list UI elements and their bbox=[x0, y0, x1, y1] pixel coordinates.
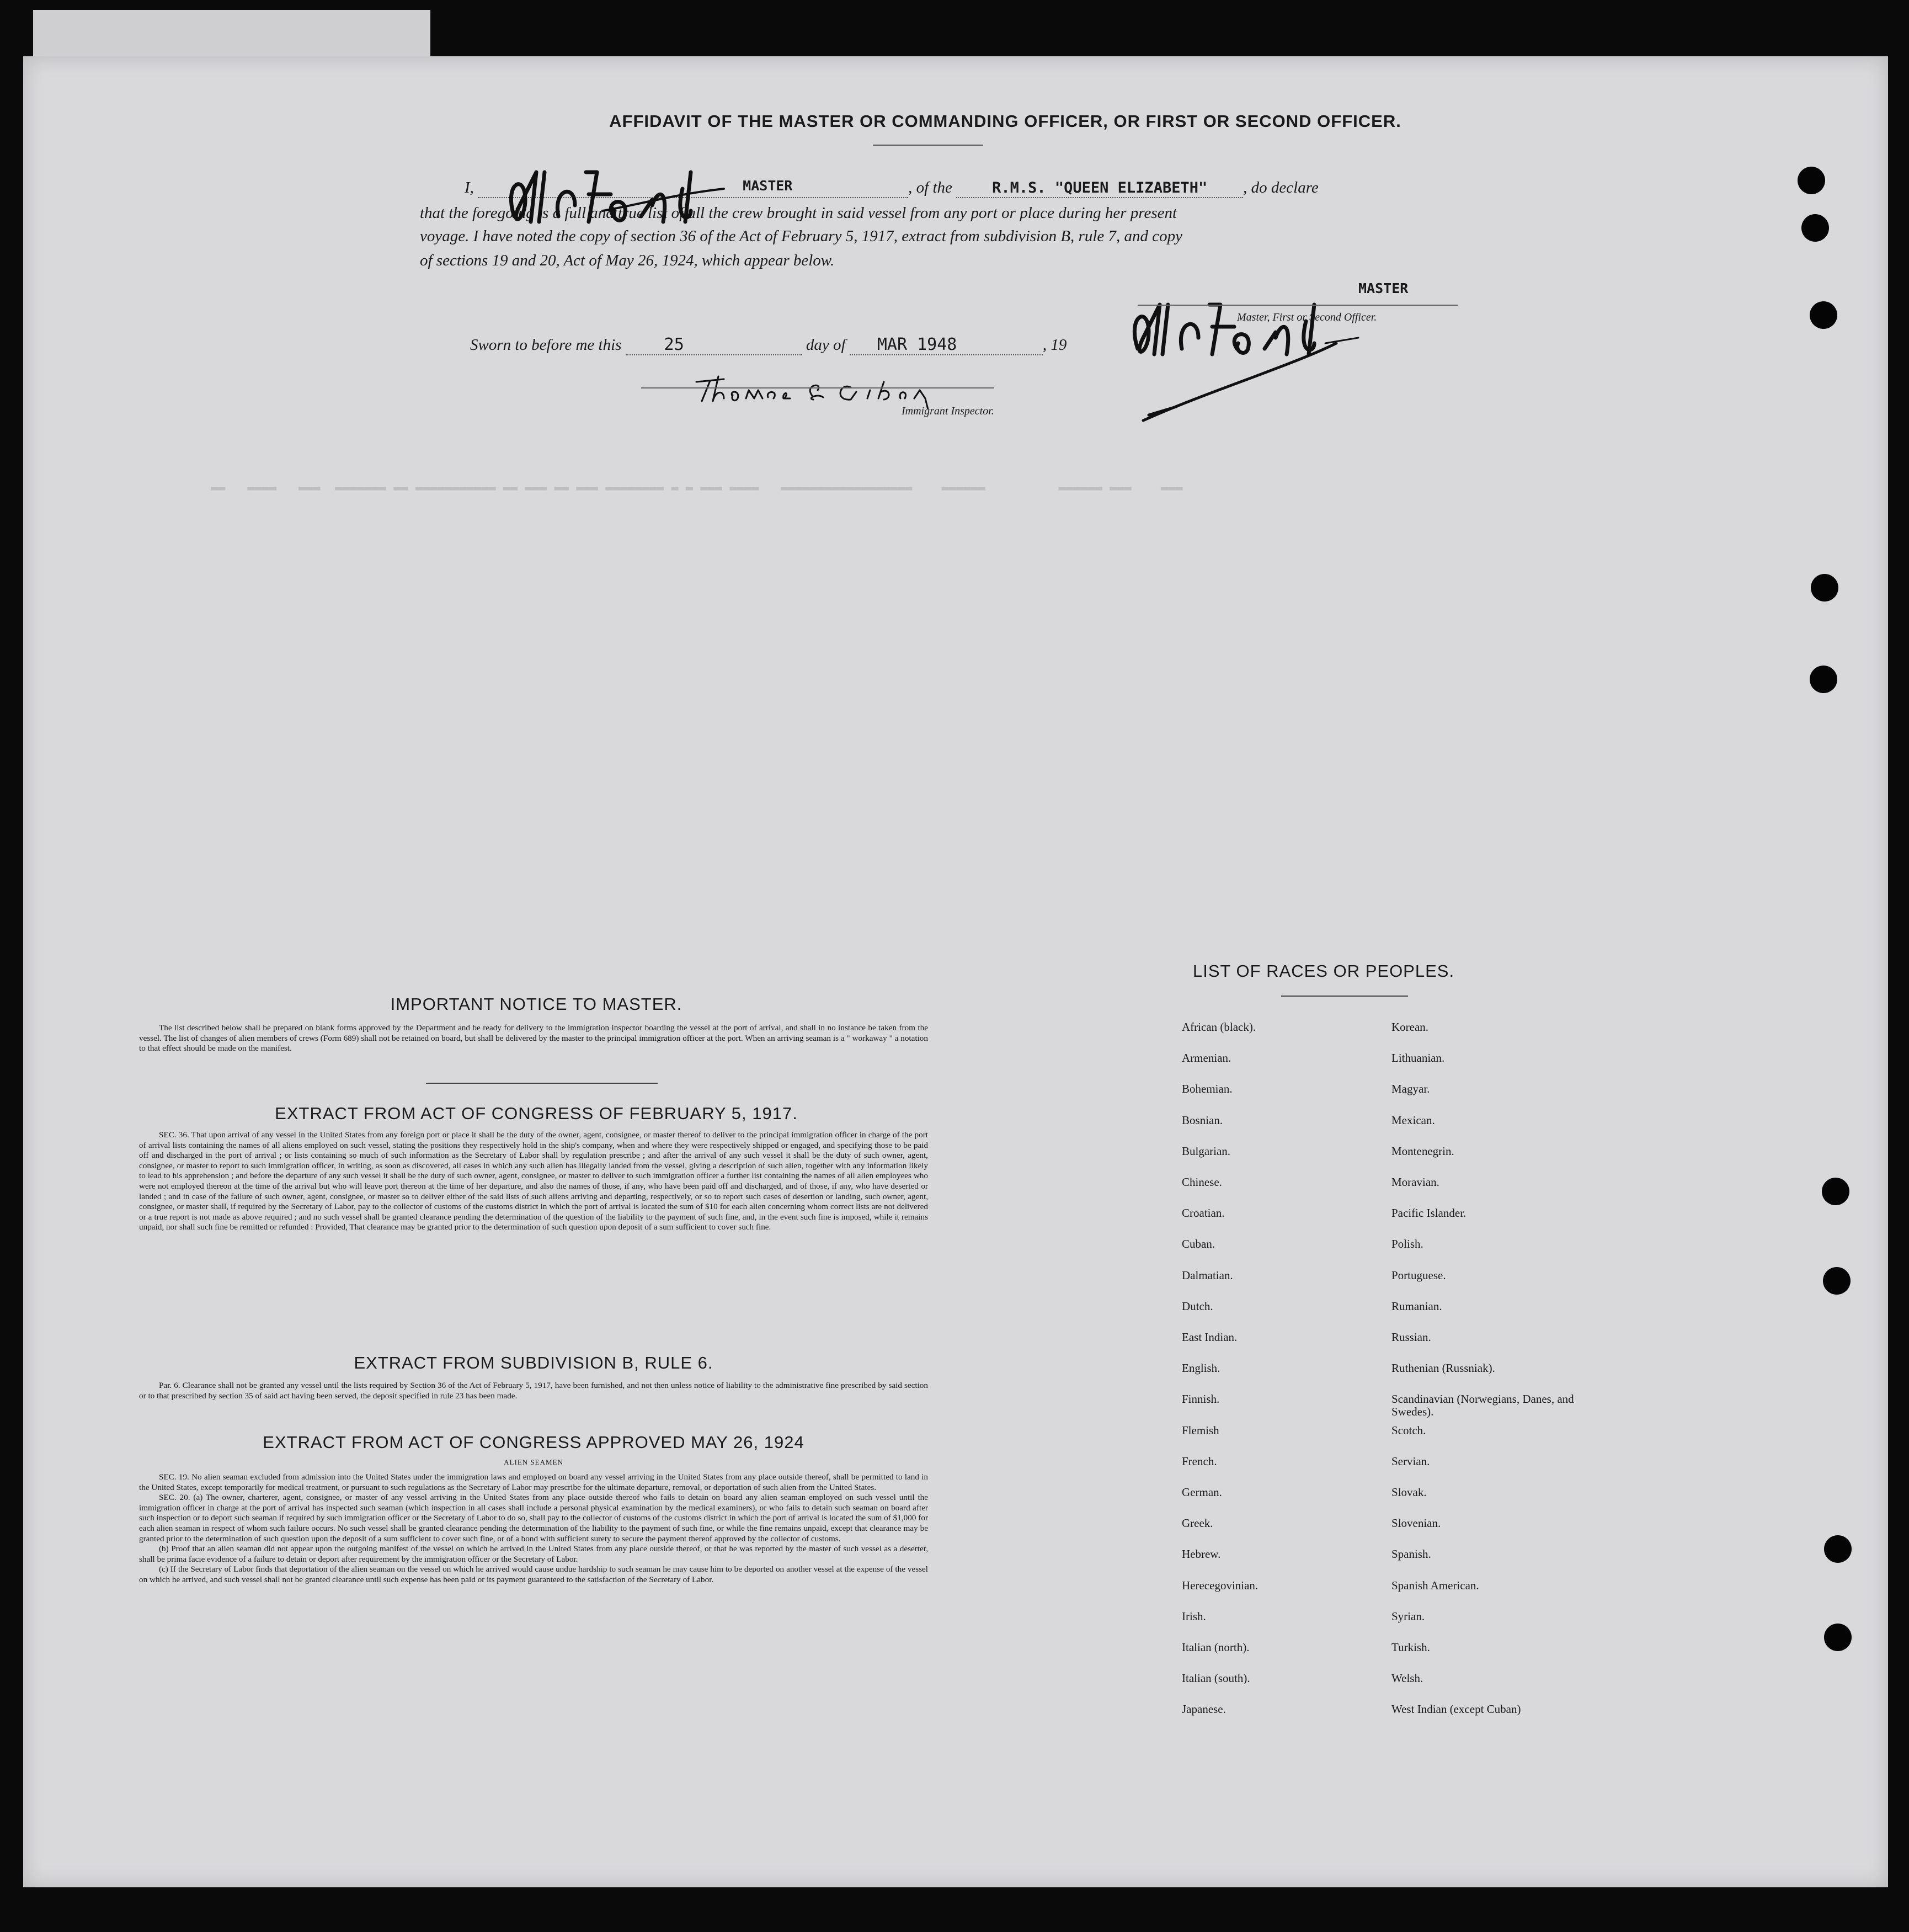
sworn-day: 25 bbox=[664, 335, 684, 354]
race-item: Scotch. bbox=[1391, 1423, 1426, 1437]
master-signature-top bbox=[492, 150, 729, 249]
race-item: Ruthenian (Russniak). bbox=[1391, 1361, 1495, 1375]
bleed-through-header: ▬▬ ▬▬▬▬ ▬▬▬ ▬▬▬▬▬▬▬ ▬▬ ▬▬▬▬▬▬▬▬▬▬▬ ▬▬ ▬▬▬ ▬▬ ▬▬▬ ▬▬▬▬▬▬▬▬ ▬ ▬ ▬▬▬ ▬▬▬▬ ▬▬▬▬▬▬▬▬▬▬▬▬▬▬▬▬▬▬ ▬▬▬▬▬▬ ▬▬▬▬▬▬ ▬▬▬ ▬▬▬ bbox=[211, 481, 1183, 495]
race-item: Cuban. bbox=[1182, 1237, 1215, 1251]
race-item: Flemish bbox=[1182, 1423, 1219, 1437]
race-item: Bulgarian. bbox=[1182, 1144, 1231, 1158]
vessel-name: R.M.S. "QUEEN ELIZABETH" bbox=[992, 179, 1208, 196]
paper-tab bbox=[33, 10, 430, 60]
document-page bbox=[23, 56, 1888, 1887]
heading-rule bbox=[873, 145, 983, 146]
race-item: Korean. bbox=[1391, 1020, 1429, 1034]
inspector-signature bbox=[685, 360, 994, 409]
race-item: Rumanian. bbox=[1391, 1299, 1442, 1313]
affidavit-line-4: of sections 19 and 20, Act of May 26, 1924, which appear below. bbox=[420, 252, 835, 269]
sec-19-paragraph: SEC. 19. No alien seaman excluded from admission into the United States under the immigration laws and employed on board any vessel arriving in the United States from any place outside thereof, shall be permitted to land in the United States, except temporarily for medical treatment, or pursuant to such regulations as the Secretary of Labor may prescribe for the ultimate departure, removal, or deportation of such alien from the United States. bbox=[139, 1472, 928, 1492]
race-item: Mexican. bbox=[1391, 1113, 1435, 1127]
binder-hole bbox=[1822, 1178, 1849, 1205]
race-item: African (black). bbox=[1182, 1020, 1256, 1034]
race-item: Polish. bbox=[1391, 1237, 1423, 1251]
notice-title: IMPORTANT NOTICE TO MASTER. bbox=[390, 994, 682, 1014]
binder-hole bbox=[1798, 167, 1825, 194]
extract-1917-text: SEC. 36. That upon arrival of any vessel in the United States from any foreign port or place it shall be the duty of the owner, agent, consignee, or master thereof to deliver to the principal immigration officer in charge of the port of arrival lists containing the names of all aliens employed on such vessel, stating the positions they respectively hold in the ship's company, when and where they were respectively shipped or engaged, and specifying those to be paid off and discharged in the port of arrival ; or lists containing so much of such information as the Secretary of Labor shall by regulation prescribe ; and after the arrival of any such vessel it shall be the duty of such owner, agent, consignee, or master to report to such immigration officer, in writing, as soon as discovered, all cases in which any such alien has illegally landed from the vessel, giving a description of such alien, together with any information likely to lead to his apprehension ; and before the departure of any such vessel it shall be the duty of such owner, agent, consignee, or master to deliver to such immigration officer a further list containing the names of all alien employees who were not employed thereon at the time of the arrival but who will leave port thereon at the time of her departure, and also the names of those, if any, who have been paid off and discharged, and of those, if any, who have deserted or landed ; and in case of the failure of such owner, agent, consignee, or master so to deliver either of the said lists of such aliens arriving and departing, respectively, or so to report such cases of desertion or landing, such owner, agent, consignee, or master shall, if required by the Secretary of Labor, pay to the collector of customs of the customs district in which the port of arrival is located the sum of $10 for each alien concerning whom correct lists are not delivered or a true report is not made as above required ; and no such vessel shall be granted clearance pending the determination of the question of the liability to the payment of such fine, and, in the event such fine is imposed, while it remains unpaid, nor shall such fine be remitted or refunded : Provided, That clearance may be granted prior to the determination of such question upon deposit of a sum sufficient to cover such fine. bbox=[139, 1130, 928, 1232]
race-item: Armenian. bbox=[1182, 1051, 1231, 1065]
race-item: Bosnian. bbox=[1182, 1113, 1223, 1127]
race-item: Italian (south). bbox=[1182, 1672, 1250, 1685]
signature-rank-stamp: MASTER bbox=[1358, 280, 1409, 296]
i-label: I, bbox=[465, 179, 474, 196]
race-item: French. bbox=[1182, 1454, 1217, 1468]
rank-stamp: MASTER bbox=[743, 178, 793, 194]
year-label: , 19 bbox=[1042, 336, 1067, 354]
race-item: Syrian. bbox=[1391, 1609, 1425, 1623]
binder-hole bbox=[1801, 214, 1829, 242]
extract-1924-title: EXTRACT FROM ACT OF CONGRESS APPROVED MAY 26, 1924 bbox=[263, 1433, 804, 1452]
race-item: Finnish. bbox=[1182, 1392, 1220, 1406]
binder-hole bbox=[1824, 1535, 1852, 1563]
sworn-line bbox=[470, 335, 1067, 355]
sec-20a-paragraph: SEC. 20. (a) The owner, charterer, agent, consignee, or master of any vessel arriving in the United States from any place outside thereof who fails to detain on board any alien seaman employed on such vessel until the immigration officer in charge at the port of arrival has inspected such seaman (which inspection in all cases shall include a personal physical examination by the medical examiners), or who fails to detain such seaman on board after such inspection or to deport such seaman if required by such immigration officer or the Secretary of Labor to do so, shall pay to the collector of customs of the customs district in which the port of arrival is located the sum of $1,000 for each alien seaman in respect of whom such failure occurs. No such vessel shall be granted clearance pending the determination of the liability to the payment of such fine, or while the fine remains unpaid, except that clearance may be granted prior to the determination of such question upon the deposit of a sum sufficient to cover such fine, or of a bond with sufficient surety to secure the payment thereof approved by the collector of customs. bbox=[139, 1493, 928, 1544]
race-item: West Indian (except Cuban) bbox=[1391, 1702, 1521, 1716]
race-item: Slovenian. bbox=[1391, 1516, 1441, 1530]
extract-1924-subtitle: ALIEN SEAMEN bbox=[504, 1458, 563, 1466]
race-item: Italian (north). bbox=[1182, 1641, 1250, 1654]
of-the-label: , of the bbox=[908, 179, 952, 196]
race-item: English. bbox=[1182, 1361, 1220, 1375]
signature-line bbox=[1138, 305, 1458, 306]
signature-caption: Master, First or Second Officer. bbox=[1237, 311, 1377, 323]
binder-hole bbox=[1810, 301, 1837, 329]
binder-hole bbox=[1824, 1624, 1852, 1651]
sec-20c-paragraph: (c) If the Secretary of Labor finds that deportation of the alien seaman on the vessel on which he arrived would cause undue hardship to such seaman he may cause him to be deported on another vessel at the expense of the vessel on which he arrived, and such vessel shall not be granted clearance until such expense has been paid or its payment guaranteed to the satisfaction of the Secretary of Labor. bbox=[139, 1564, 928, 1584]
race-item: Slovak. bbox=[1391, 1486, 1427, 1499]
inspector-caption: Immigrant Inspector. bbox=[902, 405, 994, 417]
extract-1924-text bbox=[139, 1472, 928, 1585]
sec-20b-paragraph: (b) Proof that an alien seaman did not appear upon the outgoing manifest of the vessel on which he arrived in the United States from any place outside thereof, or that he was reported by the master of such vessel as a deserter, shall be prima facie evidence of a failure to detain or deport after requirement by the immigration officer or the Secretary of Labor. bbox=[139, 1544, 928, 1564]
race-item: Portuguese. bbox=[1391, 1268, 1446, 1282]
race-item: Dutch. bbox=[1182, 1299, 1213, 1313]
race-item: Montenegrin. bbox=[1391, 1144, 1454, 1158]
do-declare-label: , do declare bbox=[1243, 179, 1319, 196]
race-item: Dalmatian. bbox=[1182, 1268, 1233, 1282]
affidavit-line-2: that the foregoing is a full and true list of all the crew brought in said vessel from any port or place during her present bbox=[420, 204, 1177, 222]
binder-hole bbox=[1810, 666, 1837, 693]
extract-rule6-title: EXTRACT FROM SUBDIVISION B, RULE 6. bbox=[354, 1353, 713, 1372]
race-item: Moravian. bbox=[1391, 1175, 1439, 1189]
binder-hole bbox=[1823, 1267, 1851, 1295]
master-signature-bottom bbox=[1116, 283, 1403, 426]
race-item: Greek. bbox=[1182, 1516, 1213, 1530]
race-item: Irish. bbox=[1182, 1609, 1206, 1623]
race-item: Bohemian. bbox=[1182, 1082, 1233, 1096]
race-item: Scandinavian (Norwegians, Danes, and Swedes). bbox=[1391, 1392, 1574, 1419]
day-of-label: day of bbox=[806, 336, 846, 354]
race-item: Chinese. bbox=[1182, 1175, 1222, 1189]
race-item: Russian. bbox=[1391, 1330, 1431, 1344]
race-item: Japanese. bbox=[1182, 1702, 1226, 1716]
inspector-line bbox=[641, 387, 994, 388]
race-item: Pacific Islander. bbox=[1391, 1206, 1467, 1220]
binder-hole bbox=[1811, 574, 1838, 602]
race-item: Croatian. bbox=[1182, 1206, 1225, 1220]
race-item: Turkish. bbox=[1391, 1641, 1430, 1654]
race-item: Hebrew. bbox=[1182, 1547, 1221, 1561]
extract-rule6-text: Par. 6. Clearance shall not be granted any vessel until the lists required by Section 36 of the Act of February 5, 1917, have been furnished, and not then unless notice of liability to the administrative fine prescribed by said section or to that prescribed by section 35 of said act having been served, the deposit specified in rule 23 has been made. bbox=[139, 1381, 928, 1401]
affidavit-heading: AFFIDAVIT OF THE MASTER OR COMMANDING OFFICER, OR FIRST OR SECOND OFFICER. bbox=[609, 111, 1401, 131]
sworn-month-year: MAR 1948 bbox=[877, 335, 957, 354]
race-item: Herecegovinian. bbox=[1182, 1578, 1259, 1592]
race-item: East Indian. bbox=[1182, 1330, 1238, 1344]
races-heading: LIST OF RACES OR PEOPLES. bbox=[1193, 961, 1455, 981]
race-item: Spanish American. bbox=[1391, 1578, 1479, 1592]
race-item: Lithuanian. bbox=[1391, 1051, 1445, 1065]
sworn-label: Sworn to before me this bbox=[470, 336, 622, 354]
extract-1917-title: EXTRACT FROM ACT OF CONGRESS OF FEBRUARY 5, 1917. bbox=[275, 1104, 798, 1123]
notice-text: The list described below shall be prepared on blank forms approved by the Department and be ready for delivery to the immigration inspector boarding the vessel at the port of arrival, and shall in no instance be taken from the vessel. The list of changes of alien members of crews (Form 689) shall not be retained on board, but shall be delivered by the master to the principal immigration officer at the port. When an arriving seaman is a " workaway " a notation to that effect should be made on the manifest. bbox=[139, 1023, 928, 1053]
divider bbox=[426, 1083, 658, 1084]
race-item: Spanish. bbox=[1391, 1547, 1431, 1561]
races-divider bbox=[1281, 996, 1408, 997]
race-item: Welsh. bbox=[1391, 1672, 1423, 1685]
race-item: German. bbox=[1182, 1486, 1222, 1499]
affidavit-line-3: voyage. I have noted the copy of section 36 of the Act of February 5, 1917, extract from subdivision B, rule 7, and copy bbox=[420, 227, 1183, 245]
race-item: Magyar. bbox=[1391, 1082, 1430, 1096]
race-item: Servian. bbox=[1391, 1454, 1430, 1468]
